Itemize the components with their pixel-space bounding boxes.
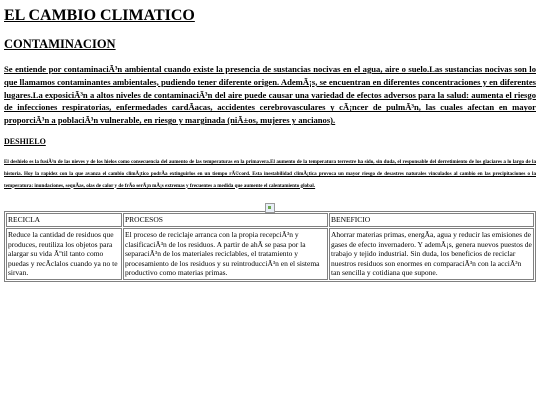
table-cell-recicla: Reduce la cantidad de residuos que produces, reutiliza los objetos para alargar su vida Ãºtil tanto como puedas y recÃclalos cuando ya no te sirvan.	[6, 228, 122, 280]
table-header-cell: PROCESOS	[123, 213, 328, 227]
broken-image-icon	[265, 203, 275, 213]
image-container	[4, 200, 536, 210]
page-title: EL CAMBIO CLIMATICO	[4, 7, 195, 24]
table-header-cell: RECICLA	[6, 213, 122, 227]
section-title-contaminacion: CONTAMINACION	[4, 37, 116, 51]
table-cell-procesos: El proceso de reciclaje arranca con la propia recepciÃ³n y clasificaciÃ³n de los residuos. A partir de ahÃ se pasa por la separaciÃ³n de los materiales reciclables, el tratamiento y procesamiento de los residuos y su reintroducciÃ³n en el sistema productivo como materias primas.	[123, 228, 328, 280]
table-row	[6, 228, 534, 280]
section-title-deshielo: DESHIELO	[4, 136, 46, 146]
table-header-cell: BENEFICIO	[329, 213, 534, 227]
table-cell-beneficio: Ahorrar materias primas, energÃa, agua y reducir las emisiones de gases de efecto invernadero. Y ademÃ¡s, genera nuevos puestos de trabajo y tejido industrial. Sin duda, los beneficios de reciclar nuestros residuos son enormes en comparaciÃ³n con la acciÃ³n tan sencilla y cotidiana que supone.	[329, 228, 534, 280]
deshielo-paragraph: El deshielo es la fusiÃ³n de las nieves y de los hielos como consecuencia del aumento de las temperaturas en la primavera.El aumento de la temperatura terrestre ha sido, sin duda, el responsable del derretimiento de los glaciares a lo largo de la historia. Hoy la rapidez con la que avanza el cambio climÃ¡tico podrÃa extinguirlos en un tiempo rÃ©cord. Esta inestabilidad climÃ¡tica provoca un mayor riesgo de desastres naturales vinculados al cambio en las precipitaciones o la temperatura: inundaciones, sequÃas, olas de calor y de frÃo serÃ¡n mÃ¡s extremas y frecuentes a medida que aumente el calentamiento global.	[4, 158, 536, 189]
table-header-row	[6, 213, 534, 227]
recycling-table	[4, 211, 536, 282]
intro-paragraph: Se entiende por contaminaciÃ³n ambiental cuando existe la presencia de sustancias nocivas en el agua, aire o suelo.Las sustancias nocivas son lo que llamamos contaminantes ambientales, pudiendo tener diferente origen. AdemÃ¡s, se encuentran en diferentes concentraciones y en diferentes lugares.La exposiciÃ³n a altos niveles de contaminaciÃ³n del aire puede causar una variedad de efectos adversos para la salud: aumenta el riesgo de infecciones respiratorias, enfermedades cardÃacas, accidentes cerebrovasculares y cÃ¡ncer de pulmÃ³n, las cuales afectan en mayor proporciÃ³n a poblaciÃ³n vulnerable, en riesgo y marginada (niÃ±os, mujeres y ancianos).	[4, 64, 536, 126]
